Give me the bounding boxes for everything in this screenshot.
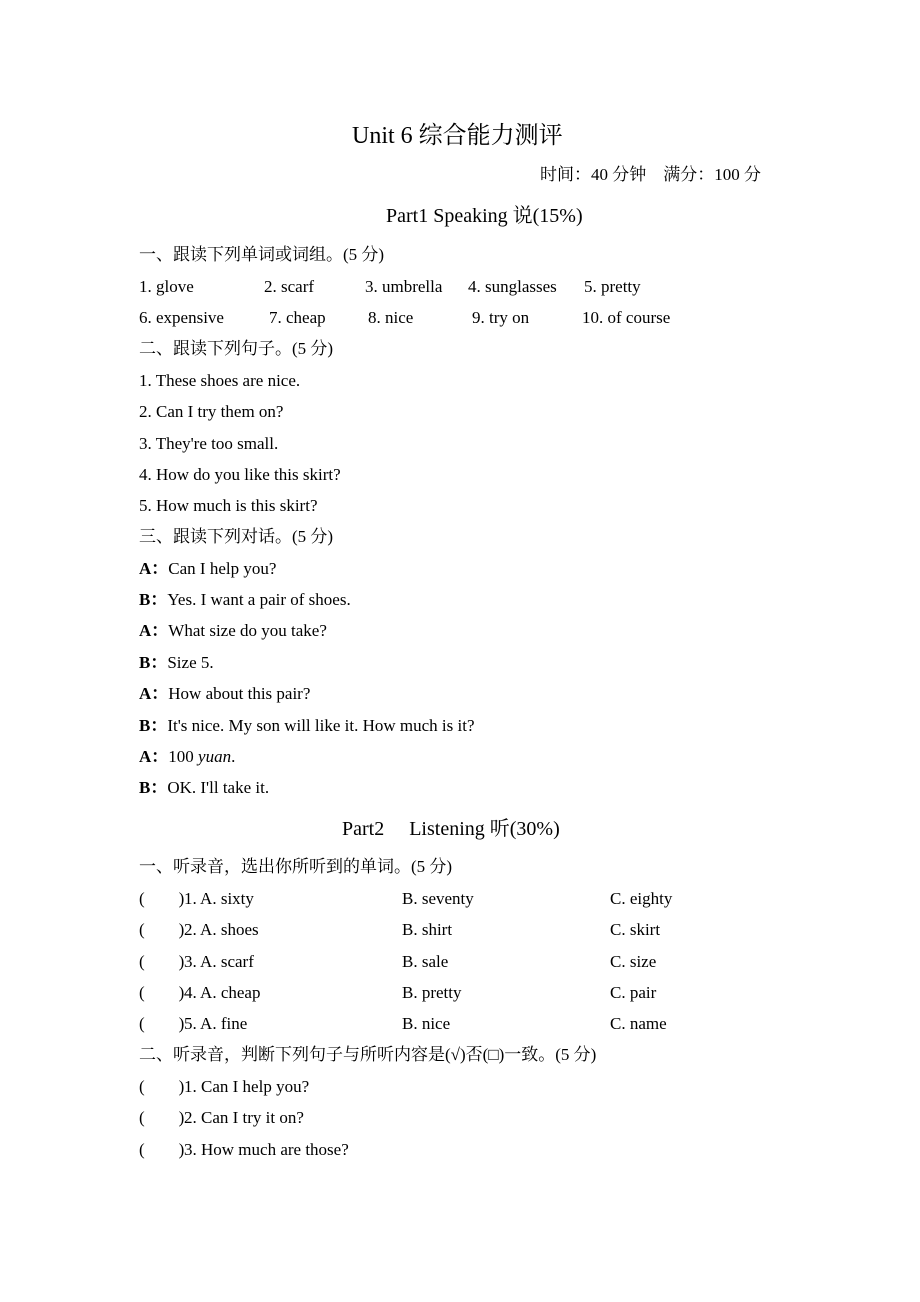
option-a: 2. A. shoes: [184, 920, 259, 939]
word-item: 5. pretty: [584, 277, 641, 296]
option-b: B. pretty: [402, 983, 462, 1002]
option-c: C. name: [610, 1014, 667, 1033]
dialogue-text: Size 5.: [167, 653, 214, 672]
word-item: 9. try on: [472, 308, 530, 327]
dialogue-text-italic: yuan: [198, 747, 232, 766]
option-c: C. size: [610, 952, 657, 971]
sentence-item: 1. These shoes are nice.: [139, 371, 301, 390]
answer-blank[interactable]: ( ): [139, 952, 185, 971]
dialogue-line: [139, 716, 475, 736]
option-b: B. seventy: [402, 889, 474, 908]
answer-blank[interactable]: ( ): [139, 1140, 185, 1159]
dialogue-line: [139, 778, 269, 798]
dialogue-text: It's nice. My son will like it. How much is it?: [167, 716, 475, 735]
option-a: 3. A. scarf: [184, 952, 254, 971]
option-b: B. shirt: [402, 920, 453, 939]
dialogue-text: How about this pair?: [168, 684, 311, 703]
word-item: 2. scarf: [264, 277, 315, 296]
speaker-label: B：: [139, 716, 168, 735]
answer-blank[interactable]: ( ): [139, 1077, 185, 1096]
speaker-label: A：: [139, 621, 169, 640]
option-c: C. skirt: [610, 920, 661, 939]
option-b: B. nice: [402, 1014, 451, 1033]
answer-blank[interactable]: ( ): [139, 1108, 185, 1127]
part2-sec1-heading: 一、听录音，选出你所听到的单词。(5 分): [139, 857, 453, 876]
page-title: Unit 6 综合能力测评: [352, 123, 563, 149]
speaker-label: A：: [139, 684, 169, 703]
word-item: 6. expensive: [139, 308, 224, 327]
part1-sec2-heading: 二、跟读下列句子。(5 分): [139, 339, 334, 358]
sentence-item: 3. They're too small.: [139, 434, 279, 453]
answer-blank[interactable]: ( ): [139, 1014, 185, 1033]
option-a: 4. A. cheap: [184, 983, 261, 1002]
word-item: 1. glove: [139, 277, 194, 296]
answer-blank[interactable]: ( ): [139, 889, 185, 908]
part2-sec2-heading: 二、听录音，判断下列句子与所听内容是(√)否(□)一致。(5 分): [139, 1045, 597, 1064]
option-b: B. sale: [402, 952, 449, 971]
word-item: 8. nice: [368, 308, 414, 327]
speaker-label: A：: [139, 559, 169, 578]
option-a: 1. A. sixty: [184, 889, 254, 908]
part2-heading: Part2 Listening 听(30%): [342, 818, 560, 840]
dialogue-line: [139, 653, 214, 673]
dialogue-line: [139, 621, 327, 641]
dialogue-line: [139, 684, 310, 704]
dialogue-text: OK. I'll take it.: [167, 778, 270, 797]
option-c: C. pair: [610, 983, 657, 1002]
word-item: 4. sunglasses: [468, 277, 557, 296]
part1-sec1-heading: 一、跟读下列单词或词组。(5 分): [139, 245, 385, 264]
dialogue-text: Yes. I want a pair of shoes.: [167, 590, 351, 609]
dialogue-text-end: .: [231, 747, 236, 766]
dialogue-line: [139, 559, 276, 579]
judge-sentence: 3. How much are those?: [184, 1140, 349, 1159]
dialogue-line: [139, 747, 235, 767]
word-item: 10. of course: [582, 308, 671, 327]
speaker-label: B：: [139, 590, 168, 609]
answer-blank[interactable]: ( ): [139, 920, 185, 939]
option-c: C. eighty: [610, 889, 673, 908]
dialogue-text: Can I help you?: [168, 559, 277, 578]
word-item: 3. umbrella: [365, 277, 443, 296]
dialogue-line: [139, 590, 351, 610]
judge-sentence: 1. Can I help you?: [184, 1077, 310, 1096]
part1-sec3-heading: 三、跟读下列对话。(5 分): [139, 527, 334, 546]
speaker-label: A：: [139, 747, 169, 766]
part1-heading: Part1 Speaking 说(15%): [386, 205, 583, 227]
sentence-item: 2. Can I try them on?: [139, 402, 284, 421]
judge-sentence: 2. Can I try it on?: [184, 1108, 304, 1127]
word-item: 7. cheap: [269, 308, 326, 327]
answer-blank[interactable]: ( ): [139, 983, 185, 1002]
sentence-item: 5. How much is this skirt?: [139, 496, 318, 515]
sentence-item: 4. How do you like this skirt?: [139, 465, 341, 484]
dialogue-text: 100: [168, 747, 199, 766]
speaker-label: B：: [139, 653, 168, 672]
dialogue-text: What size do you take?: [168, 621, 327, 640]
time-info: 时间：40 分钟 满分：100 分: [540, 165, 761, 184]
option-a: 5. A. fine: [184, 1014, 248, 1033]
speaker-label: B：: [139, 778, 168, 797]
